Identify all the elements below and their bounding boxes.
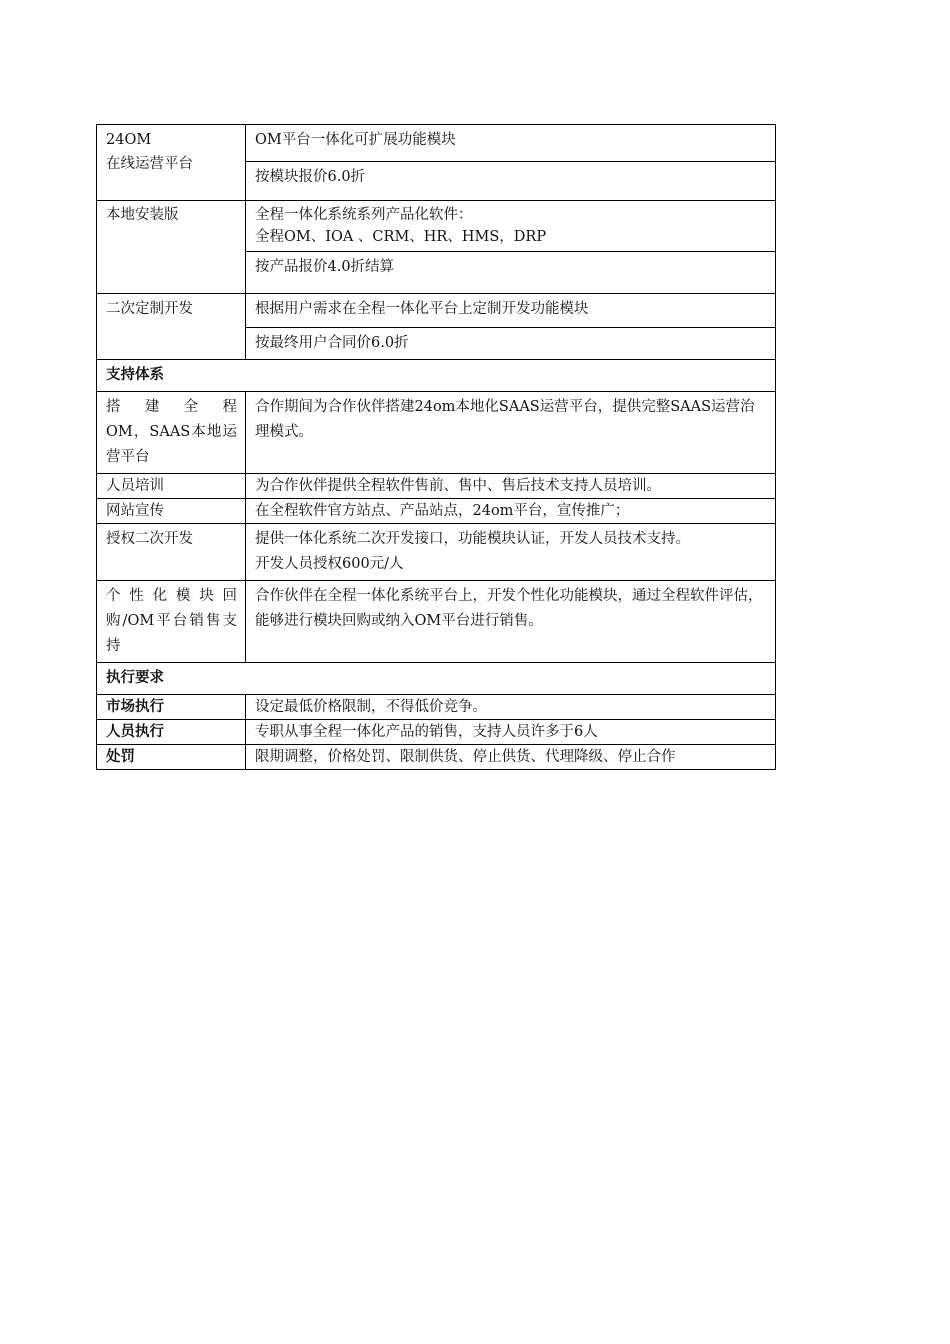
execution-item-text: 专职从事全程一体化产品的销售，支持人员许多于6人 bbox=[246, 720, 776, 745]
online-platform-price: 按模块报价6.0折 bbox=[246, 162, 776, 201]
local-install-label: 本地安装版 bbox=[97, 201, 246, 294]
policy-table bbox=[96, 124, 776, 770]
table-row bbox=[97, 125, 776, 162]
support-item-label: 个性化模块回 购/OM平台销售支 持 bbox=[97, 581, 246, 663]
table-row bbox=[97, 392, 776, 474]
custom-dev-desc: 根据用户需求在全程一体化平台上定制开发功能模块 bbox=[246, 294, 776, 328]
section-header-row bbox=[97, 360, 776, 392]
support-item-text: 提供一体化系统二次开发接口，功能模块认证，开发人员技术支持。 开发人员授权600元/人 bbox=[246, 524, 776, 581]
support-item-label: 搭建全程 OM，SAAS本地运 营平台 bbox=[97, 392, 246, 474]
section-header-row bbox=[97, 663, 776, 695]
support-item-text: 合作期间为合作伙伴搭建24om本地化SAAS运营平台，提供完整SAAS运营治理模式。 bbox=[246, 392, 776, 474]
table-row bbox=[97, 499, 776, 524]
online-platform-desc: OM平台一体化可扩展功能模块 bbox=[246, 125, 776, 162]
support-heading: 支持体系 bbox=[97, 360, 776, 392]
table-row bbox=[97, 201, 776, 252]
table-row bbox=[97, 581, 776, 663]
support-item-label: 网站宣传 bbox=[97, 499, 246, 524]
local-install-desc: 全程一体化系统系列产品化软件： 全程OM、IOA 、CRM、HR、HMS，DRP bbox=[246, 201, 776, 252]
execution-item-text: 设定最低价格限制，不得低价竞争。 bbox=[246, 695, 776, 720]
table-row bbox=[97, 294, 776, 328]
table-row bbox=[97, 745, 776, 770]
support-item-text: 为合作伙伴提供全程软件售前、售中、售后技术支持人员培训。 bbox=[246, 474, 776, 499]
execution-heading: 执行要求 bbox=[97, 663, 776, 695]
execution-item-label: 人员执行 bbox=[97, 720, 246, 745]
table-row bbox=[97, 720, 776, 745]
support-item-label: 人员培训 bbox=[97, 474, 246, 499]
table-row bbox=[97, 695, 776, 720]
table-row bbox=[97, 474, 776, 499]
local-install-price: 按产品报价4.0折结算 bbox=[246, 252, 776, 294]
custom-dev-price: 按最终用户合同价6.0折 bbox=[246, 328, 776, 360]
table-row bbox=[97, 524, 776, 581]
execution-item-text: 限期调整，价格处罚、限制供货、停止供货、代理降级、停止合作 bbox=[246, 745, 776, 770]
support-item-text: 合作伙伴在全程一体化系统平台上，开发个性化功能模块，通过全程软件评估，能够进行模块回购或纳入OM平台进行销售。 bbox=[246, 581, 776, 663]
execution-item-label: 处罚 bbox=[97, 745, 246, 770]
execution-item-label: 市场执行 bbox=[97, 695, 246, 720]
online-platform-label: 24OM 在线运营平台 bbox=[97, 125, 246, 201]
support-item-text: 在全程软件官方站点、产品站点，24om平台，宣传推广； bbox=[246, 499, 776, 524]
custom-dev-label: 二次定制开发 bbox=[97, 294, 246, 360]
support-item-label: 授权二次开发 bbox=[97, 524, 246, 581]
